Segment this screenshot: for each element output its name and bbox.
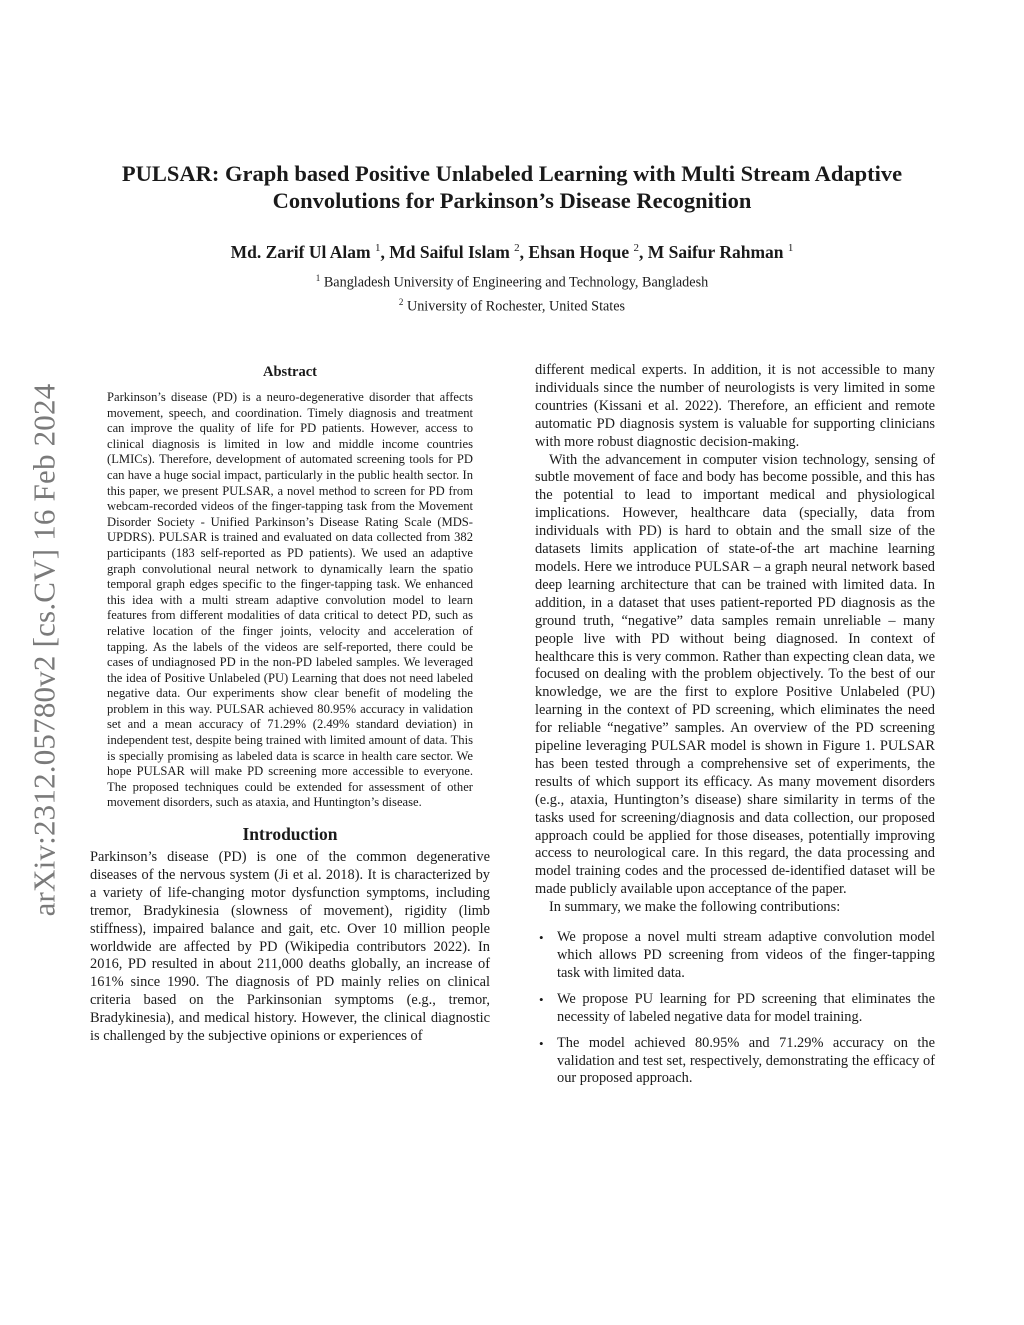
abstract-text: Parkinson’s disease (PD) is a neuro-degenerative disorder that affects movement, speech, and coordination. Timely diagnosis and treatment can improve the quality of life for PD patients. However, access to clinical diagnosis is limited in low and middle income countries (LMICs). Therefore, development of automated screening tools for PD can have a huge social impact, particularly in the public health sector. In this paper, we present PULSAR, a novel method to screen for PD from webcam-recorded videos of the finger-tapping task from the Movement Disorder Society - Unified Parkinson’s Disease Rating Scale (MDS-UPDRS). PULSAR is trained and evaluated on data collected from 382 participants (183 self-reported as PD patients). We used an adaptive graph convolutional neural network to dynamically learn the spatio temporal graph edges specific to the finger-tapping task. We enhanced this idea with a multi stream adaptive convolution model to learn features from different modalities of data critical to detect PD, such as relative location of the finger joints, velocity and acceleration of tapping. As the labels of the videos are self-reported, there could be cases of undiagnosed PD in the non-PD labeled samples. We leveraged the idea of Positive Unlabeled (PU) Learning that does not need labeled negative data. Our experiments show clear benefit of modeling the problem in this way. PULSAR achieved 80.95% accuracy in validation set and a mean accuracy of 71.29% (2.49% standard deviation) in independent test, despite being trained with limited amount of data. This is specially promising as labeled data is scarce in health care sector. We hope PULSAR will make PD screening more accessible to everyone. The proposed techniques could be extended for assessment of other movement disorders, such as ataxia, and Huntington’s disease. xyxy=(107,390,473,810)
author-name: Ehsan Hoque xyxy=(528,241,630,262)
list-item xyxy=(535,1035,935,1089)
bullet-icon: • xyxy=(539,930,544,946)
title-line-1: PULSAR: Graph based Positive Unlabeled Learning with Multi Stream Adaptive xyxy=(121,161,903,186)
author-affiliation-mark: 2 xyxy=(514,242,520,254)
author-affiliation-mark: 1 xyxy=(787,242,794,254)
title-block xyxy=(80,160,944,316)
affiliation: $^1$ Bangladesh University of Engineering and Technology, Bangladesh xyxy=(315,272,709,291)
author-name: Md. Zarif Ul Alam xyxy=(230,241,371,262)
arxiv-side-stamp xyxy=(10,355,78,945)
right-column xyxy=(535,362,935,1096)
intro-paragraph-1-continued: different medical experts. In addition, it is not accessible to many individuals since the number of neurologists is very limited in some countries (Kissani et al. 2022). Therefore, an efficient and remote automatic PD diagnosis system is valuable for supporting clinicians with more robust diagnostic decision-making. xyxy=(535,362,935,450)
intro-paragraph-2: With the advancement in computer vision technology, sensing of subtle movement of face and body has become possible, and this has the potential to lead to important medical and physiological implications. However, healthcare data (specially, data from individuals with PD) is hard to obtain and the small size of the datasets limits application of state-of-the art machine learning models. Here we introduce PULSAR – a graph neural network based deep learning architecture that can be trained with limited data. In addition, in a dataset that uses patient-reported PD diagnosis as the ground truth, “negative” data samples remain unreliable – many people live with PD without being diagnosed. In context of healthcare this is very common. Rather than expecting clean data, we focused on dealing with the problem objectively. To the best of our knowledge, we are the first to explore Positive Unlabeled (PU) learning in the context of PD screening, which eliminates the need for reliable “negative” samples. An overview of the PD screening pipeline leveraging PULSAR model is shown in Figure 1. PULSAR has been tested through a comprehensive set of experiments, the results of which support its efficacy. As many movement disorders (e.g., ataxia, Huntington’s disease) share similarity in terms of the tasks used for screening/diagnosis and data collection, our proposed approach could be applied for those diseases, potentially improving access to neurological care. In this regard, the data processing and model training codes and the processed de-identified dataset will be made publicly available upon acceptance of the paper. xyxy=(535,451,935,898)
bullet-icon: • xyxy=(539,1035,544,1051)
list-item xyxy=(535,991,935,1027)
contribution-text: We propose PU learning for PD screening that eliminates the necessity of labeled negative data for model training. xyxy=(557,990,935,1025)
affiliations xyxy=(80,269,944,316)
author-name: M Saifur Rahman xyxy=(647,241,784,262)
contribution-text: We propose a novel multi stream adaptive convolution model which allows PD screening from videos of the finger-tapping task with limited data. xyxy=(557,929,935,981)
author-affiliation-mark: 2 xyxy=(633,242,639,254)
author-affiliation-mark: 1 xyxy=(374,242,381,254)
abstract-heading: Abstract xyxy=(263,364,317,380)
contribution-text: The model achieved 80.95% and 71.29% accuracy on the validation and test set, respectively, demonstrating the efficacy of our proposed approach. xyxy=(557,1034,935,1087)
author-list: Md. Zarif Ul Alam $^1$, Md Saiful Islam $^2$, Ehsan Hoque $^2$, M Saifur Rahman $^1$ xyxy=(230,241,794,262)
author-name: Md Saiful Islam xyxy=(389,241,510,262)
introduction-heading: Introduction xyxy=(242,824,338,845)
title-line-2: Convolutions for Parkinson’s Disease Recognition xyxy=(272,188,752,213)
affiliation: $^2$ University of Rochester, United States xyxy=(398,296,626,315)
intro-paragraph-1: Parkinson’s disease (PD) is one of the common degenerative diseases of the nervous system (Ji et al. 2018). It is characterized by a variety of life-changing motor dysfunction symptoms, including tremor, Bradykinesia (slowness of movement), rigidity (limb stiffness), impaired balance and gait, etc. Over 10 million people worldwide are affected by PD (Wikipedia contributors 2022). In 2016, PD resulted in about 211,000 deaths globally, an increase of 161% since 1990. The diagnosis of PD mainly relies on clinical criteria based on the Parkinsonian symptoms (e.g., tremor, Bradykinesia), and medical history. However, the clinical diagnostic is challenged by the subjective opinions or experiences of xyxy=(90,849,490,1045)
intro-paragraph-3: In summary, we make the following contributions: xyxy=(549,899,841,916)
contributions-list xyxy=(535,929,935,1088)
paper-title xyxy=(80,160,944,214)
arxiv-identifier: arXiv:2312.05780v2 [cs.CV] 16 Feb 2024 xyxy=(26,383,61,917)
bullet-icon: • xyxy=(539,991,544,1007)
left-column xyxy=(90,362,490,1046)
list-item xyxy=(535,929,935,983)
